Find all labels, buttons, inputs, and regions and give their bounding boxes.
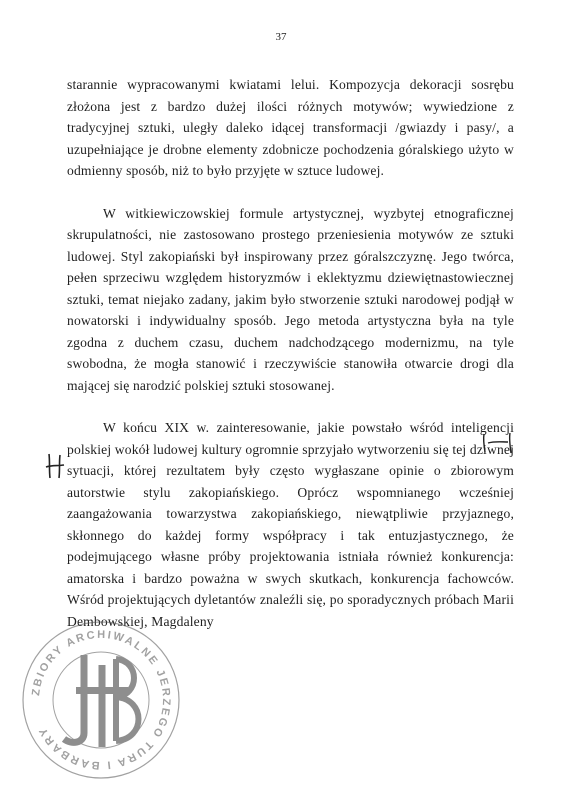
paragraph-2: W witkiewiczowskiej formule artystycznej, wyzbytej etnograficznej skrupulatności, nie zastosowano prostego przeniesienia motywów ze sztuki ludowej. Styl zakopiański był inspirowany przez góralszczyznę. Jego twórca, pełen sprzeciwu względem historyzmów i eklektyzmu dziewiętnastowiecznej sztuki, temat niejako zadany, jakim było stworzenie sztuki narodowej podjął w nowatorski i indywidualny sposób. Jego metoda artystyczna była na tyle zgodna z duchem czasu, duchem nadchodzącego modernizmu, na tyle swobodna, że mogła stanowić i rzeczywiście stanowiła otwarcie drogi dla mającej się narodzić polskiej sztuki stosowanej.	[67, 205, 514, 393]
svg-text:ZBIORY ARCHIWALNE JERZEGO TURA: ZBIORY ARCHIWALNE JERZEGO TURA I BARBARY	[30, 628, 173, 772]
body-text	[67, 74, 514, 632]
paragraph-1: starannie wypracowanymi kwiatami lelui. Kompozycja dekoracji sosrębu złożona jest z bardzo dużej ilości różnych motywów; wywiedzione z tradycyjnej sztuki, uległy daleko idącej transformacji /gwiazdy i pasy/, a uzupełniające je drobne elementy zdobnicze pochodzenia góralskiego użyto w odmienny sposób, niż to było przyjęte w sztuce ludowej.	[67, 77, 514, 178]
handwritten-margin-mark-right	[480, 430, 516, 456]
page-number: 37	[275, 31, 287, 43]
archive-stamp	[16, 615, 186, 785]
handwritten-margin-mark-left	[44, 452, 66, 480]
paragraph-3: W końcu XIX w. zainteresowanie, jakie powstało wśród inteligencji polskiej wokół ludowej kultury ogromnie sprzyjało wytworzeniu się tej dziwnej sytuacji, której rezultatem były często wygłaszane opinie o zbiorowym autorstwie stylu zakopiańskiego. Oprócz wspomnianego wcześniej zaangażowania towarzystwa zakopiańskiego, niewątpliwie przyjaznego, skłonnego do każdej formy współpracy i tak entuzjastycznego, że podejmującego własne próby projektowania istniała również konkurencja: amatorska i bardzo poważna w swych skutkach, konkurencja fachowców. Wśród projektujących dyletantów znaleźli się, po sporadycznych próbach Marii Dembowskiej, Magdaleny	[67, 420, 514, 629]
